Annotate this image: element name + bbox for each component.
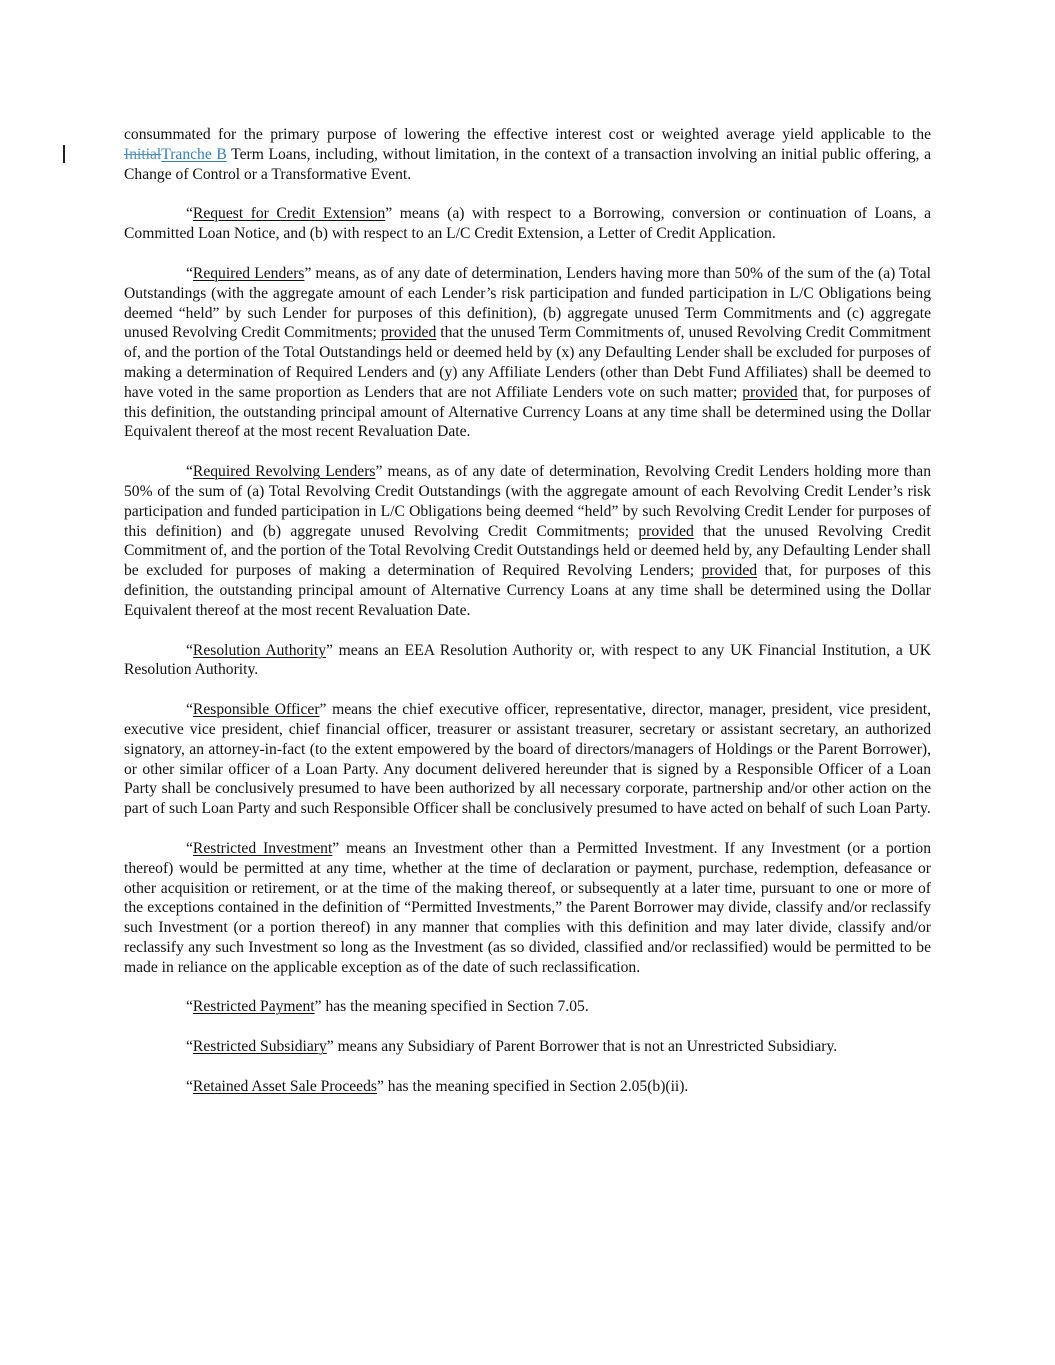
definition-text: ” has the meaning specified in Section 2.05(b)(ii).: [376, 1078, 689, 1096]
definition-required-revolving-lenders: [124, 462, 931, 620]
provided-term: provided: [701, 562, 758, 580]
open-quote: “: [186, 264, 193, 282]
defined-term: Required Revolving Lenders: [192, 463, 376, 481]
open-quote: “: [186, 463, 193, 481]
open-quote: “: [186, 839, 193, 857]
open-quote: “: [186, 1078, 193, 1096]
provided-term: provided: [638, 522, 694, 540]
definition-restricted-investment: [124, 839, 931, 978]
revision-change-bar: [63, 145, 65, 163]
provided-term: provided: [380, 324, 437, 342]
defined-term: Responsible Officer: [192, 701, 320, 719]
definition-resolution-authority: [124, 641, 931, 681]
paragraph-text: consummated for the primary purpose of lowering the effective interest cost or weighted average yield applicable to the: [124, 126, 931, 143]
document-page: [124, 125, 931, 1117]
definition-restricted-subsidiary: [124, 1037, 931, 1057]
paragraph-continuation: [124, 125, 931, 184]
definition-text: ” means an Investment other than a Permitted Investment. If any Investment (or a portion thereof) would be permitted at any time, whether at the time of declaration or payment, purchase, redemption, defeasance or other acquisition or retirement, or at the time of the making thereof, or subsequently at a later time, pursuant to one or more of the exceptions contained in the definition of “Permitted Investments,” the Parent Borrower may divide, classify and/or reclassify such Investment (or a portion thereof) in any manner that complies with this definition and may later divide, classify and/or reclassify any such Investment so long as the Investment (as so divided, classified and/or reclassified) would be permitted to be made in reliance on the applicable exception as of the date of such reclassification.: [124, 839, 931, 976]
defined-term: Required Lenders: [192, 264, 305, 282]
open-quote: “: [186, 1038, 193, 1056]
definition-text: ” means an EEA Resolution Authority or, with respect to any UK Financial Institution, a UK Resolution Authority.: [124, 641, 931, 679]
open-quote: “: [186, 205, 193, 223]
defined-term: Restricted Payment: [192, 998, 315, 1016]
definition-retained-asset-sale-proceeds: [124, 1077, 931, 1097]
definition-text: ” means the chief executive officer, representative, director, manager, president, vice president, executive vice president, chief financial officer, treasurer or assistant treasurer, secretary or assistant secretary, an authorized signatory, an attorney-in-fact (to the extent empowered by the board of directors/managers of Holdings or the Parent Borrower), or other similar officer of a Loan Party. Any document delivered hereunder that is signed by a Responsible Officer of a Loan Party shall be conclusively presumed to have been authorized by all necessary corporate, partnership and/or other action on the part of such Loan Party and such Responsible Officer shall be conclusively presumed to have acted on behalf of such Loan Party.: [124, 701, 931, 818]
paragraph-text: Term Loans, including, without limitation, in the context of a transaction involving an initial public offering, a Change of Control or a Transformative Event.: [124, 145, 931, 183]
definition-text: ” means any Subsidiary of Parent Borrower that is not an Unrestricted Subsidiary.: [326, 1038, 838, 1056]
provided-term: provided: [742, 383, 798, 401]
definition-request-for-credit-extension: [124, 204, 931, 244]
defined-term: Resolution Authority: [192, 641, 327, 659]
definition-text: ” means (a) with respect to a Borrowing, conversion or continuation of Loans, a Committed Loan Notice, and (b) with respect to an L/C Credit Extension, a Letter of Credit Application.: [124, 205, 931, 243]
open-quote: “: [186, 998, 193, 1016]
defined-term: Restricted Investment: [192, 839, 333, 857]
definition-responsible-officer: [124, 700, 931, 819]
definition-text: that the unused Term Commitments of, unused Revolving Credit Commitment of, and the portion of the Total Outstandings held or deemed held by (x) any Defaulting Lender shall be excluded for purposes of making a determination of Required Lenders and (y) any Affiliate Lenders (other than Debt Fund Affiliates) shall be deemed to have voted in the same proportion as Lenders that are not Affiliate Lenders vote on such matter;: [124, 324, 931, 401]
open-quote: “: [186, 701, 193, 719]
definition-text: ” means, as of any date of determination, Revolving Credit Lenders holding more than 50% of the sum of (a) Total Revolving Credit Outstandings (with the aggregate amount of each Revolving Credit Lender’s risk participation and funded participation in L/C Obligations being deemed “held” by such Revolving Credit Lender for purposes of this definition) and (b) aggregate unused Revolving Credit Commitments;: [124, 463, 931, 540]
definition-text: ” means, as of any date of determination, Lenders having more than 50% of the sum of the (a) Total Outstandings (with the aggregate amount of each Lender’s risk participation and funded participation in L/C Obligations being deemed “held” by such Lender for purposes of this definition), (b) aggregate unused Term Commitments and (c) aggregate unused Revolving Credit Commitments;: [124, 264, 932, 342]
open-quote: “: [186, 641, 193, 659]
definition-text: that, for purposes of this definition, the outstanding principal amount of Alternative Currency Loans at any time shall be determined using the Dollar Equivalent thereof at the most recent Revaluation Date.: [124, 562, 931, 619]
defined-term: Retained Asset Sale Proceeds: [192, 1078, 377, 1096]
definition-text: that the unused Revolving Credit Commitment of, and the portion of the Total Revolving Credit Outstandings held or deemed held by, any Defaulting Lender shall be excluded for purposes of making a determination of Required Revolving Lenders;: [124, 522, 931, 580]
defined-term: Request for Credit Extension: [192, 205, 386, 223]
deleted-revision-text: Initial: [124, 145, 162, 163]
definition-restricted-payment: [124, 997, 931, 1017]
definition-text: ” has the meaning specified in Section 7.05.: [314, 998, 589, 1016]
defined-term: Restricted Subsidiary: [192, 1038, 327, 1056]
definition-required-lenders: [124, 264, 931, 442]
inserted-revision-text: Tranche B: [161, 145, 227, 163]
definition-text: that, for purposes of this definition, the outstanding principal amount of Alternative Currency Loans at any time shall be determined using the Dollar Equivalent thereof at the most recent Revaluation Date.: [124, 383, 931, 441]
